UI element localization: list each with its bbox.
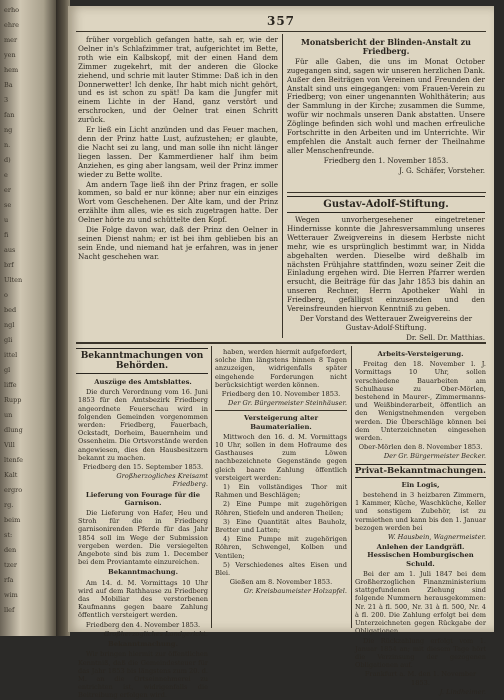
- item-signature: Großherzogliches Landgericht.: [103, 629, 208, 638]
- item-title: Lieferung von Fourage für die Garnison.: [85, 490, 201, 507]
- list-item: 5) Verschiedenes altes Eisen und Blei.: [215, 560, 347, 578]
- left-page-fragment: wim: [4, 591, 18, 599]
- gustav-adolf-notice: [287, 215, 485, 342]
- left-page-fragment: liffe: [4, 381, 17, 389]
- list-item: 1) Ein vollständiges Thor mit Rahmen und Beschlägen;: [215, 483, 347, 500]
- left-page-fragment: ergro: [4, 486, 23, 494]
- story-paragraph: früher vorgeblich gefangen hatte, sah er, wie der Oelner in's Schlafzimmer trat, aufgerichtet im Bette, roth wie ein Kalbskopf, mit der einen Hand dem Zimmer zugekehrt, mit der anderen die Glocke ziehend, und schrie mit lauter Stimme: Daß ich in den Donnerwetter! Ich denke, Ihr habt mich nicht gehört, und es ist schon zu spät! Da kam die Jungfer mit einem Lichte in der Hand, ganz verstört und erschrocken, und der Oelner trat einen Schritt zurück.: [78, 35, 278, 125]
- left-page-fragment: rfa: [4, 576, 14, 584]
- left-page-fragment: er: [4, 186, 11, 194]
- newspaper-page: [68, 6, 494, 700]
- item-title: Bekanntmachung.: [108, 640, 178, 649]
- item-title: Auszüge des Amtsblattes.: [94, 378, 192, 386]
- item-body: Wir bringen hiermit zur öffentlichen Kenntniß, daß die Gemeindesteuer für das Jahr 1853 bis längstens zum 20. d. M. an die Ortseinnehmerei zu entrichten ist, widrigenfalls die Beitreibung erfolgen wird.: [78, 650, 208, 700]
- item-date: Friedberg den 15. September 1853.: [82, 463, 204, 472]
- item-title: Bekanntmachung.: [108, 568, 178, 577]
- left-page-fragment: ltenfe: [4, 456, 23, 464]
- item-body: Die durch Verordnung vom 16. Juni 1853 für den Amtsbezirk Friedberg angeordnete Feuerschau wird in folgenden Gemeinden vorgenommen werden: Friedberg, Fauerbach, Ockstadt, Dorheim, Bauernheim und Ossenheim. Die Ortsvorstände werden angewiesen, dies den Hausbesitzern bekannt zu machen.: [78, 388, 208, 462]
- story-column: [78, 36, 278, 338]
- item-date: Ober-Mörlen den 8. November 1853.: [358, 443, 483, 452]
- private-column: [355, 348, 486, 696]
- list-item: 3) Eine Quantität altes Bauholz, Bretter und Latten;: [215, 517, 347, 535]
- item-body: Die Lieferung von Hafer, Heu und Stroh für die in Friedberg garnisonirenden Pferde für das Jahr 1854 soll im Wege der Submission vergeben werden. Die versiegelten Angebote sind bis zum 1. December bei dem Proviantamte einzureichen.: [78, 509, 208, 567]
- list-item: 4) Eine Pumpe mit zugehörigen Röhren, Schwengel, Kolben und Ventilen;: [215, 535, 347, 560]
- left-page-fragment: tzer: [4, 561, 17, 569]
- authorities-column: [78, 376, 208, 700]
- story-paragraph: Die Folge davon war, daß der Prinz den Oelner in seinen Dienst nahm; er ist bei ihm geblieben bis an sein Ende, und niemand hat je erfahren, was in jener Nacht geschehen war.: [78, 225, 278, 261]
- left-page-fragment: dlung: [4, 426, 23, 434]
- item-separator: [215, 410, 347, 411]
- authorities-heading: Bekanntmachungen von Behörden.: [76, 348, 208, 374]
- item-signature: Der Gr. Bürgermeister Becker.: [383, 452, 486, 461]
- item-title: Arbeits-Versteigerung.: [377, 350, 464, 358]
- left-page-fragment: ng: [4, 126, 13, 134]
- column-divider: [351, 346, 352, 628]
- item-date: Frankfurt a. M. den 1. November 1853.: [364, 670, 477, 687]
- left-page-fragment: fi: [4, 231, 9, 239]
- left-page-fragment: Rupp: [4, 396, 22, 404]
- left-page-fragment: rg.: [4, 501, 14, 509]
- notice-separator: [287, 192, 486, 193]
- left-page-fragment: u: [4, 216, 9, 224]
- item-signature: Der Gr. Bürgermeister Steinhäuser.: [228, 399, 347, 408]
- left-page-text: [4, 6, 48, 621]
- left-page-fragment: hem: [4, 66, 19, 74]
- item-signature: J. Lindheimer.: [439, 687, 486, 696]
- item-body: Am 14. d. M. Vormittags 10 Uhr wird auf dem Rathhause zu Friedberg das Mobiliar des verstorbenen Kaufmanns gegen baare Zahlung öffentlich versteigert werden.: [78, 578, 208, 620]
- announcements-column: [215, 348, 347, 626]
- item-signature: W. Hausbein, Wagnermeister.: [387, 533, 486, 542]
- left-page-fragment: ehre: [4, 21, 19, 29]
- page-number: 357: [266, 14, 296, 28]
- left-page-fragment: un: [4, 411, 13, 419]
- item-date: Friedberg den 4. November 1853.: [85, 620, 201, 629]
- left-page-fragment: se: [4, 201, 12, 209]
- header-rule: [76, 31, 486, 32]
- blindenanstalt-notice: [287, 36, 485, 188]
- left-page-fragment: beim: [4, 516, 21, 524]
- left-page-fragment: yen: [4, 51, 16, 59]
- left-page-fragment: st:: [4, 531, 13, 539]
- left-page-fragment: fan: [4, 111, 15, 119]
- left-page-fragment: Ba: [4, 81, 13, 89]
- left-page-fragment: gl: [4, 366, 11, 374]
- left-page-fragment: Kalt: [4, 471, 18, 479]
- item-body: Freitag den 18. November l. J. Vormittags 10 Uhr, sollen verschiedene Bauarbeiten am Schulhause zu Ober-Mörlen, bestehend in Maurer-, Zimmermanns- und Weißbinderarbeit, öffentlich an den Wenigstnehmenden vergeben werden. Die Überschläge können bei dem Unterzeichneten eingesehen werden.: [355, 360, 486, 443]
- left-page-fragment: ittel: [4, 351, 18, 359]
- left-page-fragment: llef: [4, 606, 15, 614]
- notice-signature: J. G. Schäfer, Vorsteher.: [399, 165, 485, 175]
- item-signature: Großherzogliches Kreisamt Friedberg.: [116, 472, 208, 489]
- notice-body: Wegen unvorhergesehener eingetretener Hindernisse konnte die Jahresversammlung unseres Wetterauer Zweigvereins in diesem Herbste nicht mehr, wie es ursprünglich bestimmt war, in Nidda abgehalten werden. Dieselbe wird deßhalb im nächsten Frühjahre stattfinden, wozu seiner Zeit die Einladung ergehen wird. Die Herren Pfarrer werden ersucht, die Beiträge für das Jahr 1853 bis dahin an unseren Rechner, Herrn Apotheker Wahl in Friedberg, gefälligst einzusenden und den Vereinsfreunden hiervon Kenntniß zu geben.: [287, 215, 485, 314]
- notice-body: Für alle Gaben, die uns im Monat October zugegangen sind, sagen wir unseren herzlichen Dank. Außer den Beiträgen von Vereinen und Freunden der Anstalt sind uns eingegangen: vom Frauen-Verein zu Friedberg; von einer ungenannten Wohlthäterin; aus der Sammlung in der Kirche; zusammen die Summe, wofür wir nochmals unseren Dank abstatten. Unsere Zöglinge befinden sich wohl und machen erfreuliche Fortschritte in den Arbeiten und im Unterrichte. Wir empfehlen die Anstalt auch ferner der Theilnahme aller Menschenfreunde.: [287, 56, 485, 155]
- left-page-fragment: Vill: [4, 441, 15, 449]
- left-page-fragment: e: [4, 171, 8, 179]
- left-page-fragment: mer: [4, 36, 18, 44]
- story-paragraph: Am andern Tage ließ ihn der Prinz fragen, er solle kommen, so bald er nur könne; aber nur ein einziges Wort vom Geschehenen. Der Alte kam, und der Prinz erzählte ihm alles, wie es sich zugetragen hatte. Der Oelner hörte zu und schüttelte den Kopf.: [78, 179, 278, 225]
- item-body: Bei der am 1. Juli 1847 bei dem Großherzoglichen Finanzministerium stattgefundenen Ziehung sind folgende Nummern herausgekommen: Nr. 21 à fl. 500, Nr. 31 à fl. 500, Nr. 4 à fl. 200. Die Zahlung erfolgt bei dem Unterzeichneten gegen Rückgabe der Obligationen.: [355, 569, 486, 636]
- item-title: Anlehen der Landgräfl. Hessischen Homburgischen Schuld.: [367, 543, 474, 568]
- item-signature: Gr. Kreisbaumeister Holzapfel.: [243, 587, 347, 596]
- left-page-fragment: den: [4, 546, 17, 554]
- column-divider: [211, 346, 212, 628]
- left-page-fragment: n.: [4, 141, 11, 149]
- private-heading: Privat-Bekanntmachungen.: [355, 464, 486, 478]
- notice-signature: Dr. Sell. Dr. Matthias.: [406, 332, 485, 342]
- item-body: haben, werden hiermit aufgefordert, solche ihm längstens binnen 8 Tagen anzuzeigen, widrigenfalls später eingehende Forderungen nicht berücksichtigt werden können.: [215, 348, 347, 389]
- left-page-fragment: bed: [4, 306, 17, 314]
- section-rule: [76, 342, 486, 344]
- item-body: bestehend in 3 heizbaren Zimmern, 1 Kammer, Küche, Waschküche, Keller und sonstigem Zubehör, ist zu vermiethen und kann bis den 1. Januar bezogen werden bei: [355, 491, 486, 532]
- item-body: Mittwoch den 16. d. M. Vormittags 10 Uhr, sollen in dem Hofraume des Gasthauses zum Löwen nachbezeichnete Gegenstände gegen gleich baare Zahlung öffentlich versteigert werden:: [215, 432, 347, 482]
- notice-org: Der Vorstand des Wetterauer Zweigvereins der Gustav-Adolf-Stiftung.: [299, 313, 473, 332]
- item-date: Gießen am 8. November 1853.: [229, 578, 333, 587]
- item-title: Ein Logis,: [401, 480, 440, 489]
- left-page-fragment: brf: [4, 261, 14, 269]
- item-title: Versteigerung alter Baumaterialien.: [243, 414, 319, 431]
- notice-title: Monatsbericht der Blinden-Anstalt zu Friedberg.: [301, 37, 471, 56]
- left-page-fragment: d): [4, 156, 11, 164]
- item-body: Die Rückzahlung erfolgt vom 1. Januar 1854 an; mit diesem Tage hört die Verzinsung der gezogenen Obligationen auf.: [355, 636, 486, 670]
- left-page-fragment: gli: [4, 336, 13, 344]
- left-page-fragment: aus: [4, 246, 16, 254]
- list-item: 2) Eine Pumpe mit zugehörigen Röhren, Stiefeln und anderen Theilen;: [215, 500, 347, 517]
- column-divider: [282, 34, 283, 338]
- item-date: Friedberg den 10. November 1853.: [221, 390, 341, 399]
- gustav-adolf-heading: Gustav-Adolf-Stiftung.: [287, 196, 485, 213]
- notice-date: Friedberg den 1. November 1853.: [323, 155, 449, 165]
- left-page-fragment: ngl: [4, 321, 15, 329]
- story-paragraph: Er ließ ein Licht anzünden und das Feuer machen, denn der Prinz hatte Lust, aufzustehen; er glaubte, die Nacht sei zu lang, und man solle ihn nicht länger liegen lassen. Der Kammerdiener half ihm beim Anziehen, es ging aber langsam, weil der Prinz immer wieder zu Bette wollte.: [78, 125, 278, 179]
- left-page-fragment: o: [4, 291, 8, 299]
- left-page-fragment: Ulten: [4, 276, 23, 284]
- left-page-fragment: erho: [4, 6, 20, 14]
- adjacent-left-page: [0, 0, 58, 636]
- left-page-fragment: 3: [4, 96, 9, 104]
